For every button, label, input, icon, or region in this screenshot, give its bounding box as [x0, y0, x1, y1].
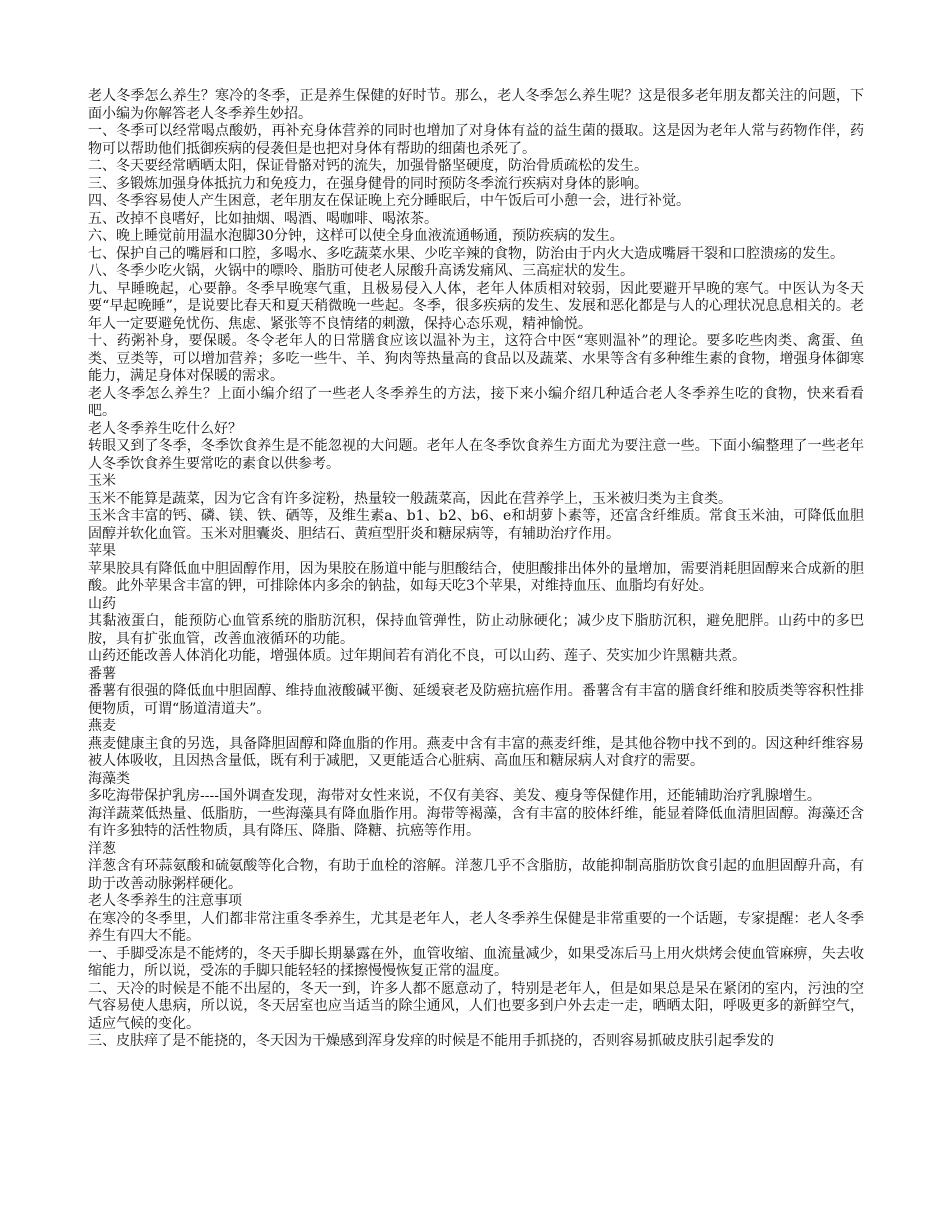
tip-1: 一、冬季可以经常喝点酸奶，再补充身体营养的同时也增加了对身体有益的益生菌的摄取。这是因为老年人常与药物作伴，药物可以帮助他们抵御疾病的侵袭但是也把对身体有帮助的细菌也杀死了。	[88, 123, 864, 157]
precautions-intro-paragraph: 在寒冷的冬季里，人们都非常注重冬季养生，尤其是老年人，老人冬季养生保健是非常重要的一个话题，专家提醒：老人冬季养生有四大不能。	[88, 910, 864, 944]
food-heading-seaweed: 海藻类	[88, 770, 130, 787]
food-intro-paragraph: 转眼又到了冬季，冬季饮食养生是不能忽视的大问题。老年人在冬季饮食养生方面尤为要注意一些。下面小编整理了一些老年人冬季饮食养生要常吃的素食以供参考。	[88, 438, 864, 472]
precaution-3: 三、皮肤痒了是不能挠的，冬天因为干燥感到浑身发痒的时候是不能用手抓挠的，否则容易抓破皮肤引起季发的	[88, 1033, 774, 1049]
yam-paragraph-2: 山药还能改善人体消化功能，增强体质。过年期间若有消化不良，可以山药、莲子、芡实加少许黑糖共煮。	[88, 648, 746, 664]
tip-5: 五、改掉不良嗜好，比如抽烟、喝酒、喝咖啡、喝浓茶。	[88, 210, 438, 227]
food-heading-apple: 苹果	[88, 543, 116, 559]
seaweed-paragraph-1: 多吃海带保护乳房----国外调查发现，海带对女性来说，不仅有美容、美发、瘦身等保健作用，还能辅助治疗乳腺增生。	[88, 788, 821, 804]
tip-8: 八、冬季少吃火锅，火锅中的嘌呤、脂肪可使老人尿酸升高诱发痛风、三高症状的发生。	[88, 263, 634, 279]
corn-paragraph-2: 玉米含丰富的钙、磷、镁、铁、硒等，及维生素a、b1、b2、b6、e和胡萝卜素等，还富含纤维质。常食玉米油，可降低血胆固醇并软化血管。玉米对胆囊炎、胆结石、黄疸型肝炎和糖尿病等，有辅助治疗作用。	[88, 508, 864, 542]
precaution-1: 一、手脚受冻是不能烤的，冬天手脚长期暴露在外，血管收缩、血流量减少，如果受冻后马上用火烘烤会使血管麻痹，失去收缩能力，所以说，受冻的手脚只能轻轻的揉擦慢慢恢复正常的温度。	[88, 945, 864, 979]
yam-paragraph-1: 其黏液蛋白，能预防心血管系统的脂肪沉积，保持血管弹性，防止动脉硬化；减少皮下脂肪沉积，避免肥胖。山药中的多巴胺，具有扩张血管，改善血液循环的功能。	[88, 613, 864, 647]
section-heading-food: 老人冬季养生吃什么好？	[88, 420, 242, 437]
intro-paragraph: 老人冬季怎么养生？寒冷的冬季，正是养生保健的好时节。那么，老人冬季怎么养生呢？这是很多老年朋友都关注的问题，下面小编为你解答老人冬季养生妙招。	[88, 88, 864, 122]
sweet-potato-paragraph: 番薯有很强的降低血中胆固醇、维持血液酸碱平衡、延缓衰老及防癌抗癌作用。番薯含有丰富的膳食纤维和胶质类等容积性排便物质，可谓“肠道清道夫”。	[88, 683, 864, 717]
tip-6: 六、晚上睡觉前用温水泡脚30分钟，这样可以使全身血液流通畅通，预防疾病的发生。	[88, 228, 624, 244]
tip-3: 三、多锻炼加强身体抵抗力和免疫力，在强身健骨的同时预防冬季流行疾病对身体的影响。	[88, 175, 648, 192]
food-heading-corn: 玉米	[88, 473, 116, 489]
tip-7: 七、保护自己的嘴唇和口腔，多喝水、多吃蔬菜水果、少吃辛辣的食物，防治由于内火大造成嘴唇干裂和口腔溃疡的发生。	[88, 245, 844, 262]
tip-9: 九、早睡晚起，心要静。冬季早晚寒气重，且极易侵入人体，老年人体质相对较弱，因此要避开早晚的寒气。中医认为冬天要“早起晚睡”，是说要比春天和夏天稍微晚一些起。冬季，很多疾病的发生、发展和恶化都是与人的心理状况息息相关的。老年人一定要避免忧伤、焦虑、紧张等不良情绪的刺激，保持心态乐观，精神愉悦。	[88, 280, 864, 332]
food-heading-onion: 洋葱	[88, 840, 116, 857]
food-heading-yam: 山药	[88, 595, 116, 612]
onion-paragraph: 洋葱含有环蒜氨酸和硫氨酸等化合物，有助于血栓的溶解。洋葱几乎不含脂肪，故能抑制高脂肪饮食引起的血胆固醇升高，有助于改善动脉粥样硬化。	[88, 858, 864, 892]
corn-paragraph-1: 玉米不能算是蔬菜，因为它含有许多淀粉，热量较一般蔬菜高，因此在营养学上，玉米被归类为主食类。	[88, 490, 732, 507]
document-page	[88, 88, 864, 1051]
food-heading-oats: 燕麦	[88, 718, 116, 734]
tip-4: 四、冬季容易使人产生困意，老年朋友在保证晚上充分睡眠后，中午饭后可小憩一会，进行补觉。	[88, 193, 690, 209]
transition-paragraph: 老人冬季怎么养生？上面小编介绍了一些老人冬季养生的方法，接下来小编介绍几种适合老人冬季养生吃的食物，快来看看吧。	[88, 385, 864, 419]
section-heading-precautions: 老人冬季养生的注意事项	[88, 893, 242, 909]
apple-paragraph: 苹果胶具有降低血中胆固醇作用，因为果胶在肠道中能与胆酸结合，使胆酸排出体外的量增加，需要消耗胆固醇来合成新的胆酸。此外苹果含丰富的钾，可排除体内多余的钠盐，如每天吃3个苹果，对维持血压、血脂均有好处。	[88, 560, 864, 594]
food-heading-sweet-potato: 番薯	[88, 665, 116, 682]
oats-paragraph: 燕麦健康主食的另选，具备降胆固醇和降血脂的作用。燕麦中含有丰富的燕麦纤维，是其他谷物中找不到的。因这种纤维容易被人体吸收，且因热含量低，既有利于减肥，又更能适合心脏病、高血压和糖尿病人对食疗的需要。	[88, 735, 864, 769]
tip-2: 二、冬天要经常晒晒太阳，保证骨骼对钙的流失，加强骨骼坚硬度，防治骨质疏松的发生。	[88, 158, 648, 174]
precaution-2: 二、天冷的时候是不能不出屋的，冬天一到，许多人都不愿意动了，特别是老年人，但是如果总是呆在紧闭的室内，污浊的空气容易使人患病，所以说，冬天居室也应当适当的除尘通风，人们也要多到户外去走一走，晒晒太阳，呼吸更多的新鲜空气，适应气候的变化。	[88, 980, 864, 1032]
tip-10: 十、药粥补身，要保暖。冬令老年人的日常膳食应该以温补为主，这符合中医“寒则温补”的理论。要多吃些肉类、禽蛋、鱼类、豆类等，可以增加营养；多吃一些牛、羊、狗肉等热量高的食品以及蔬菜、水果等含有多种维生素的食物，增强身体御寒能力，满足身体对保暖的需求。	[88, 333, 864, 384]
seaweed-paragraph-2: 海洋蔬菜低热量、低脂肪，一些海藻具有降血脂作用。海带等褐藻，含有丰富的胶体纤维，能显着降低血清胆固醇。海藻还含有许多独特的活性物质，具有降压、降脂、降糖、抗癌等作用。	[88, 805, 864, 839]
